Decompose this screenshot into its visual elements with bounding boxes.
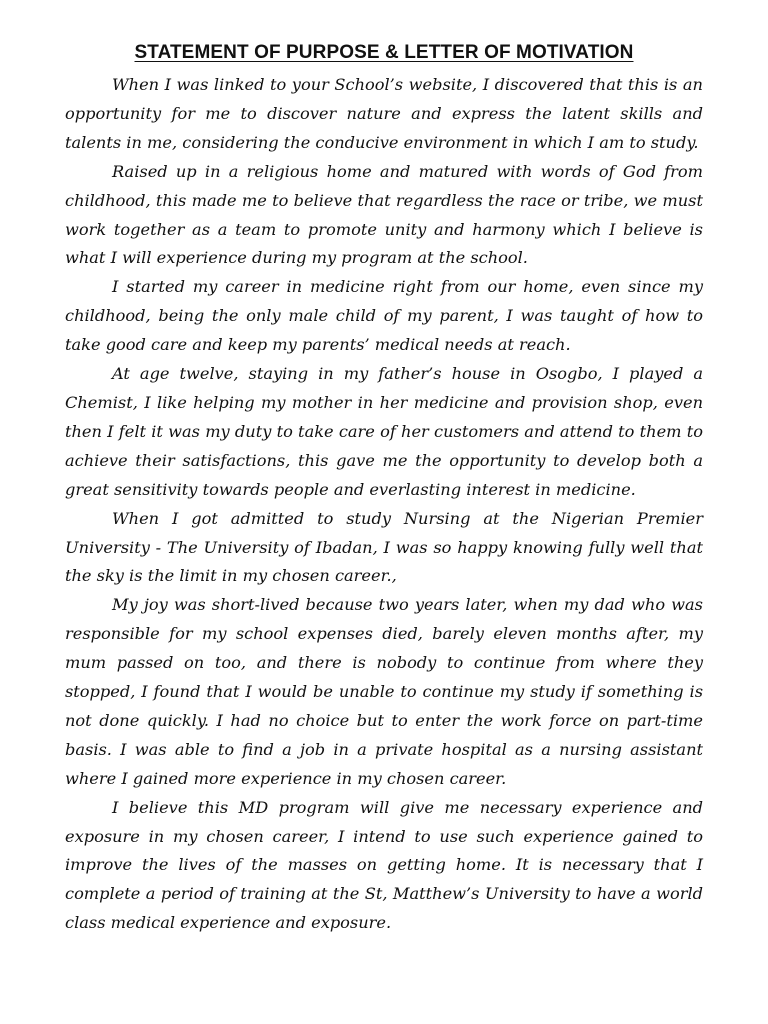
paragraph-6: My joy was short-lived because two years later, when my dad who was responsible for my school expenses died, barely eleven months after, my mum passed on too, and there is nobody to continue from where they stopped, I found that I would be unable to continue my study if something is not done quickly. I had no choice but to enter the work force on part-time basis. I was able to find a job in a private hospital as a nursing assistant where I gained more experience in my chosen career. <box>65 595 703 788</box>
paragraph-5: When I got admitted to study Nursing at the Nigerian Premier University - The University of Ibadan, I was so happy knowing fully well that the sky is the limit in my chosen career., <box>65 508 703 586</box>
document-body <box>65 71 703 938</box>
paragraph-4: At age twelve, staying in my father’s house in Osogbo, I played a Chemist, I like helping my mother in her medicine and provision shop, even then I felt it was my duty to take care of her customers and attend to them to achieve their satisfactions, this gave me the opportunity to develop both a great sensitivity towards people and everlasting interest in medicine. <box>65 364 703 499</box>
paragraph-1: When I was linked to your School’s website, I discovered that this is an opportunity for me to discover nature and express the latent skills and talents in me, considering the conducive environment in which I am to study. <box>65 75 703 152</box>
paragraph-2: Raised up in a religious home and matured with words of God from childhood, this made me to believe that regardless the race or tribe, we must work together as a team to promote unity and harmony which I believe is what I will experience during my program at the school. <box>65 161 703 268</box>
paragraph-3: I started my career in medicine right from our home, even since my childhood, being the only male child of my parent, I was taught of how to take good care and keep my parents’ medical needs at reach. <box>65 277 703 355</box>
paragraph-7: I believe this MD program will give me necessary experience and exposure in my chosen career, I intend to use such experience gained to improve the lives of the masses on getting home. It is necessary that I complete a period of training at the St, Matthew’s University to have a world class medical experience and exposure. <box>65 797 703 933</box>
document-title: STATEMENT OF PURPOSE & LETTER OF MOTIVATION <box>134 42 634 63</box>
